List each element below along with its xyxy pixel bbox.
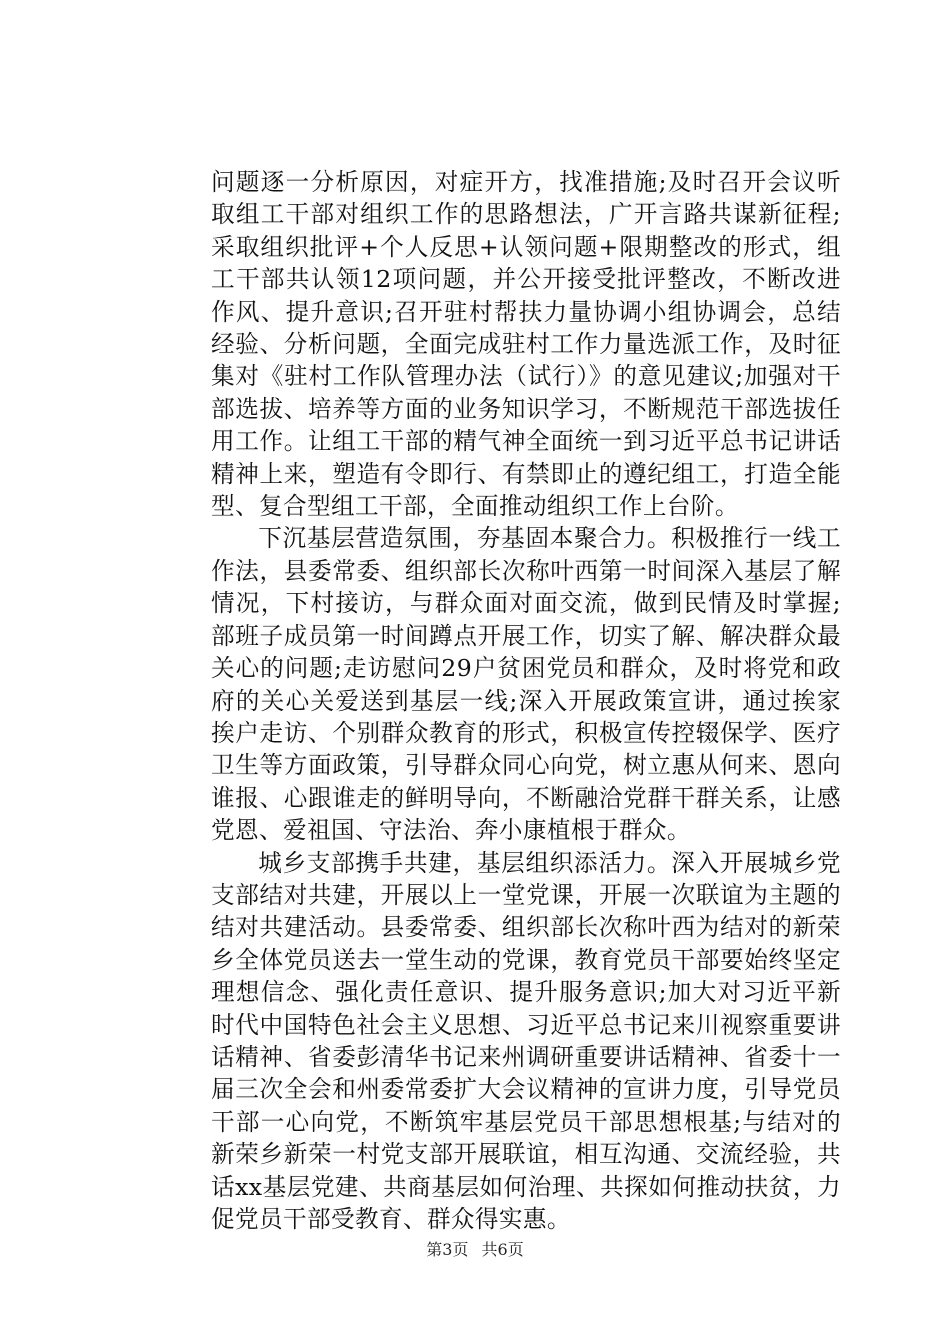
paragraph-3: 城乡支部携手共建，基层组织添活力。深入开展城乡党支部结对共建，开展以上一堂党课，开展一次联谊为主题的结对共建活动。县委常委、组织部长次称叶西为结对的新荣乡全体党员送去一堂生动的党课，教育党员干部要始终坚定理想信念、强化责任意识、提升服务意识;加大对习近平新时代中国特色社会主义思想、习近平总书记来川视察重要讲话精神、省委彭清华书记来州调研重要讲话精神、省委十一届三次全会和州委常委扩大会议精神的宣讲力度，引导党员干部一心向党，不断筑牢基层党员干部思想根基;与结对的新荣乡新荣一村党支部开展联谊，相互沟通、交流经验，共话xx基层党建、共商基层如何治理、共探如何推动扶贫，力促党员干部受教育、群众得实惠。 <box>211 848 841 1233</box>
page-number: 第3页 <box>426 1240 469 1259</box>
paragraph-2: 下沉基层营造氛围，夯基固本聚合力。积极推行一线工作法，县委常委、组织部长次称叶西第一时间深入基层了解情况，下村接访，与群众面对面交流，做到民情及时掌握;部班子成员第一时间蹲点开展工作，切实了解、解决群众最关心的问题;走访慰问29户贫困党员和群众，及时将党和政府的关心关爱送到基层一线;深入开展政策宣讲，通过挨家挨户走访、个别群众教育的形式，积极宣传控辍保学、医疗卫生等方面政策，引导群众同心向党，树立惠从何来、恩向谁报、心跟谁走的鲜明导向，不断融洽党群干群关系，让感党恩、爱祖国、守法治、奔小康植根于群众。 <box>211 524 841 845</box>
document-body <box>211 166 841 1235</box>
page-total: 共6页 <box>481 1240 524 1259</box>
page-footer <box>0 1240 950 1260</box>
paragraph-1: 问题逐一分析原因，对症开方，找准措施;及时召开会议听取组工干部对组织工作的思路想法，广开言路共谋新征程;采取组织批评+个人反思+认领问题+限期整改的形式，组工干部共认领12项问题，并公开接受批评整改，不断改进作风、提升意识;召开驻村帮扶力量协调小组协调会，总结经验、分析问题，全面完成驻村工作力量选派工作，及时征集对《驻村工作队管理办法（试行）》的意见建议;加强对干部选拔、培养等方面的业务知识学习，不断规范干部选拔任用工作。让组工干部的精气神全面统一到习近平总书记讲话精神上来，塑造有令即行、有禁即止的遵纪组工，打造全能型、复合型组工干部，全面推动组织工作上台阶。 <box>211 168 841 521</box>
